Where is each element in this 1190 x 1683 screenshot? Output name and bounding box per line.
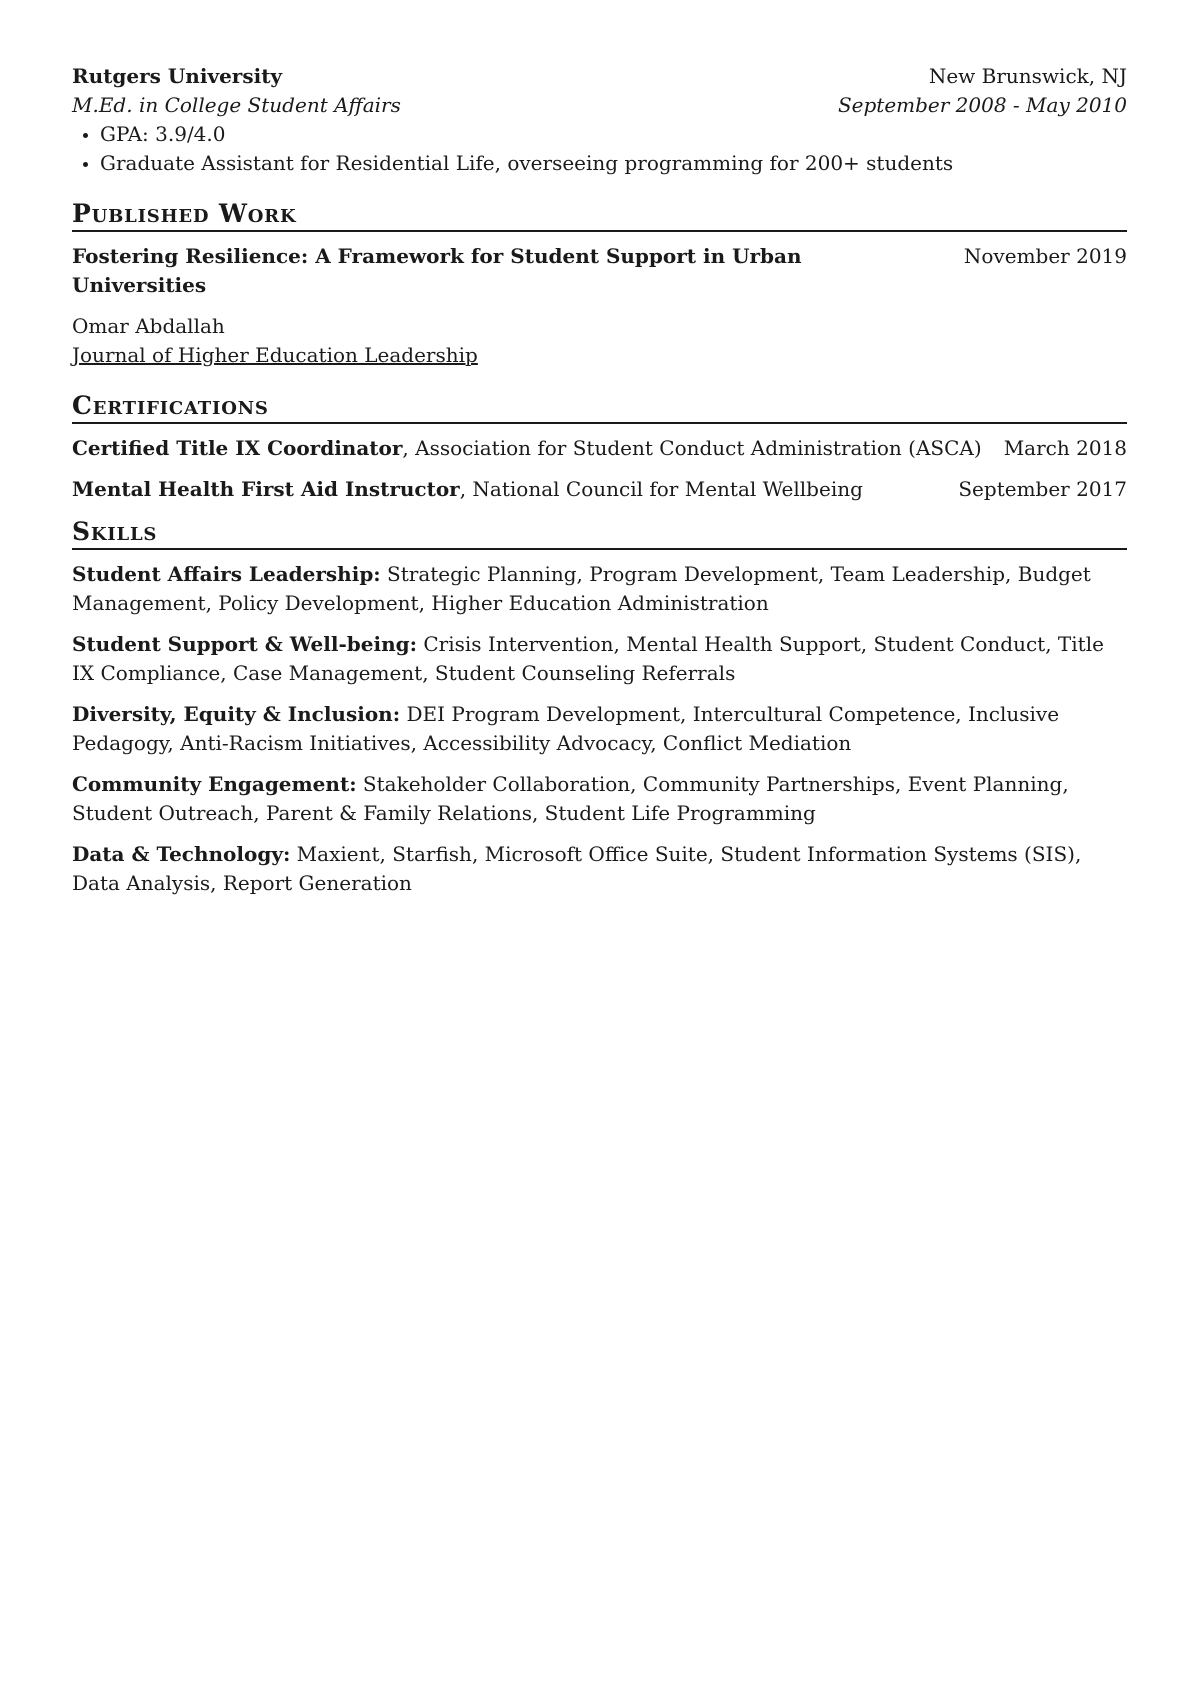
skill-label: Diversity, Equity & Inclusion: [72,702,401,726]
certification-name: Certified Title IX Coordinator [72,436,403,460]
skill-label: Student Support & Well-being: [72,632,417,656]
skill-label: Community Engagement: [72,772,357,796]
publication-date: November 2019 [963,244,1127,268]
skill-label: Data & Technology: [72,842,291,866]
publication-author: Omar Abdallah [72,314,225,338]
education-dates: September 2008 - May 2010 [837,93,1127,117]
certification-date: September 2017 [958,477,1127,501]
publication-journal-link[interactable]: Journal of Higher Education Leadership [72,343,478,367]
list-item: Graduate Assistant for Residential Life, overseeing programming for 200+ students [82,149,1127,178]
skill-text: Crisis Intervention, Mental Health Support, Student Conduct, Title IX Compliance, Case Management, Student Counseling Referrals [72,632,1104,685]
section-heading-skills: Skills [72,516,1127,550]
skill-text: Maxient, Starfish, Microsoft Office Suite, Student Information Systems (SIS), Data Analysis, Report Generation [72,842,1082,895]
certification-name: Mental Health First Aid Instructor [72,477,460,501]
skill-item [72,630,1127,688]
school-location: New Brunswick, NJ [928,64,1127,88]
certification-item [72,475,1127,504]
resume-page [72,62,1127,910]
publication-title: Fostering Resilience: A Framework for Student Support in Urban Universities [72,244,802,297]
school-name: Rutgers University [72,64,283,88]
certification-issuer: , National Council for Mental Wellbeing [459,477,863,501]
skill-text: Stakeholder Collaboration, Community Partnerships, Event Planning, Student Outreach, Parent & Family Relations, Student Life Programming [72,772,1069,825]
certification-item [72,434,1127,463]
skill-item [72,700,1127,758]
education-bullets [72,120,1127,178]
certification-issuer: , Association for Student Conduct Administration (ASCA) [402,436,982,460]
section-heading-certifications: Certifications [72,390,1127,424]
skill-item [72,770,1127,828]
section-heading-published-work: Published Work [72,198,1127,232]
education-entry [72,62,1127,178]
skills-section [72,516,1127,898]
skill-item [72,560,1127,618]
certifications-section [72,390,1127,504]
certification-date: March 2018 [1003,436,1127,460]
degree: M.Ed. in College Student Affairs [72,93,401,117]
skill-text: Strategic Planning, Program Development, Team Leadership, Budget Management, Policy Development, Higher Education Administration [72,562,1091,615]
published-work-section [72,198,1127,370]
list-item: GPA: 3.9/4.0 [82,120,1127,149]
skill-item [72,840,1127,898]
skill-text: DEI Program Development, Intercultural Competence, Inclusive Pedagogy, Anti-Racism Initiatives, Accessibility Advocacy, Conflict Mediation [72,702,1060,755]
skill-label: Student Affairs Leadership: [72,562,381,586]
